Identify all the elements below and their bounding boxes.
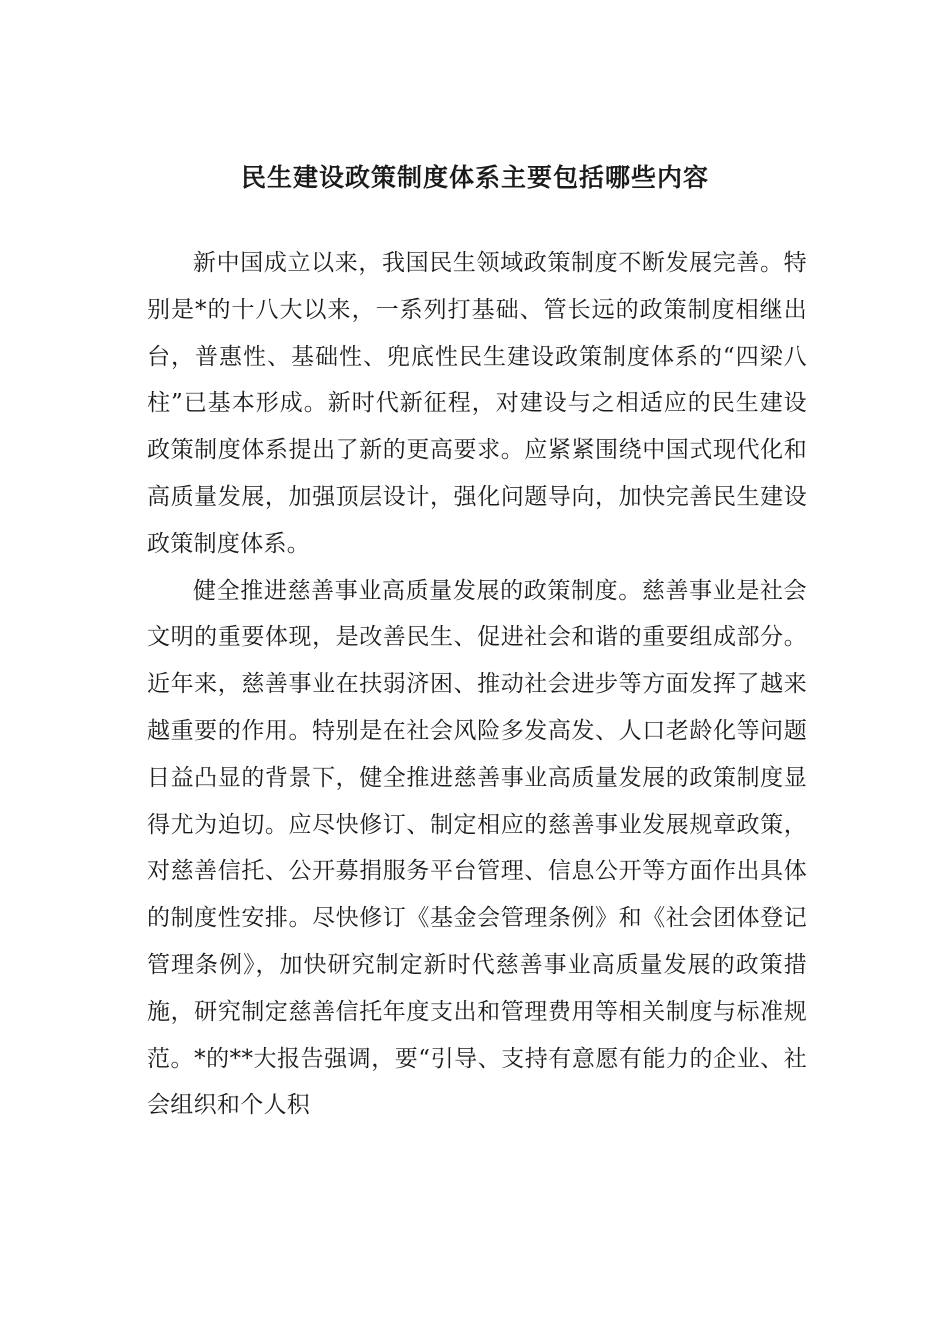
document-title: 民生建设政策制度体系主要包括哪些内容 [240, 163, 709, 192]
document-body [147, 240, 807, 1129]
paragraph-charity: 健全推进慈善事业高质量发展的政策制度。慈善事业是社会文明的重要体现，是改善民生、促进社会和谐的重要组成部分。近年来，慈善事业在扶弱济困、推动社会进步等方面发挥了越来越重要的作用。特别是在社会风险多发高发、人口老龄化等问题日益凸显的背景下，健全推进慈善事业高质量发展的政策制度显得尤为迫切。应尽快修订、制定相应的慈善事业发展规章政策，对慈善信托、公开募捐服务平台管理、信息公开等方面作出具体的制度性安排。尽快修订《基金会管理条例》和《社会团体登记管理条例》，加快研究制定新时代慈善事业高质量发展的政策措施，研究制定慈善信托年度支出和管理费用等相关制度与标准规范。*的**大报告强调，要“引导、支持有意愿有能力的企业、社会组织和个人积 [147, 577, 807, 1119]
paragraph-intro: 新中国成立以来，我国民生领域政策制度不断发展完善。特别是*的十八大以来，一系列打基础、管长远的政策制度相继出台，普惠性、基础性、兜底性民生建设政策制度体系的“四梁八柱”已基本形成。新时代新征程，对建设与之相适应的民生建设政策制度体系提出了新的更高要求。应紧紧围绕中国式现代化和高质量发展，加强顶层设计，强化问题导向，加快完善民生建设政策制度体系。 [147, 250, 807, 557]
